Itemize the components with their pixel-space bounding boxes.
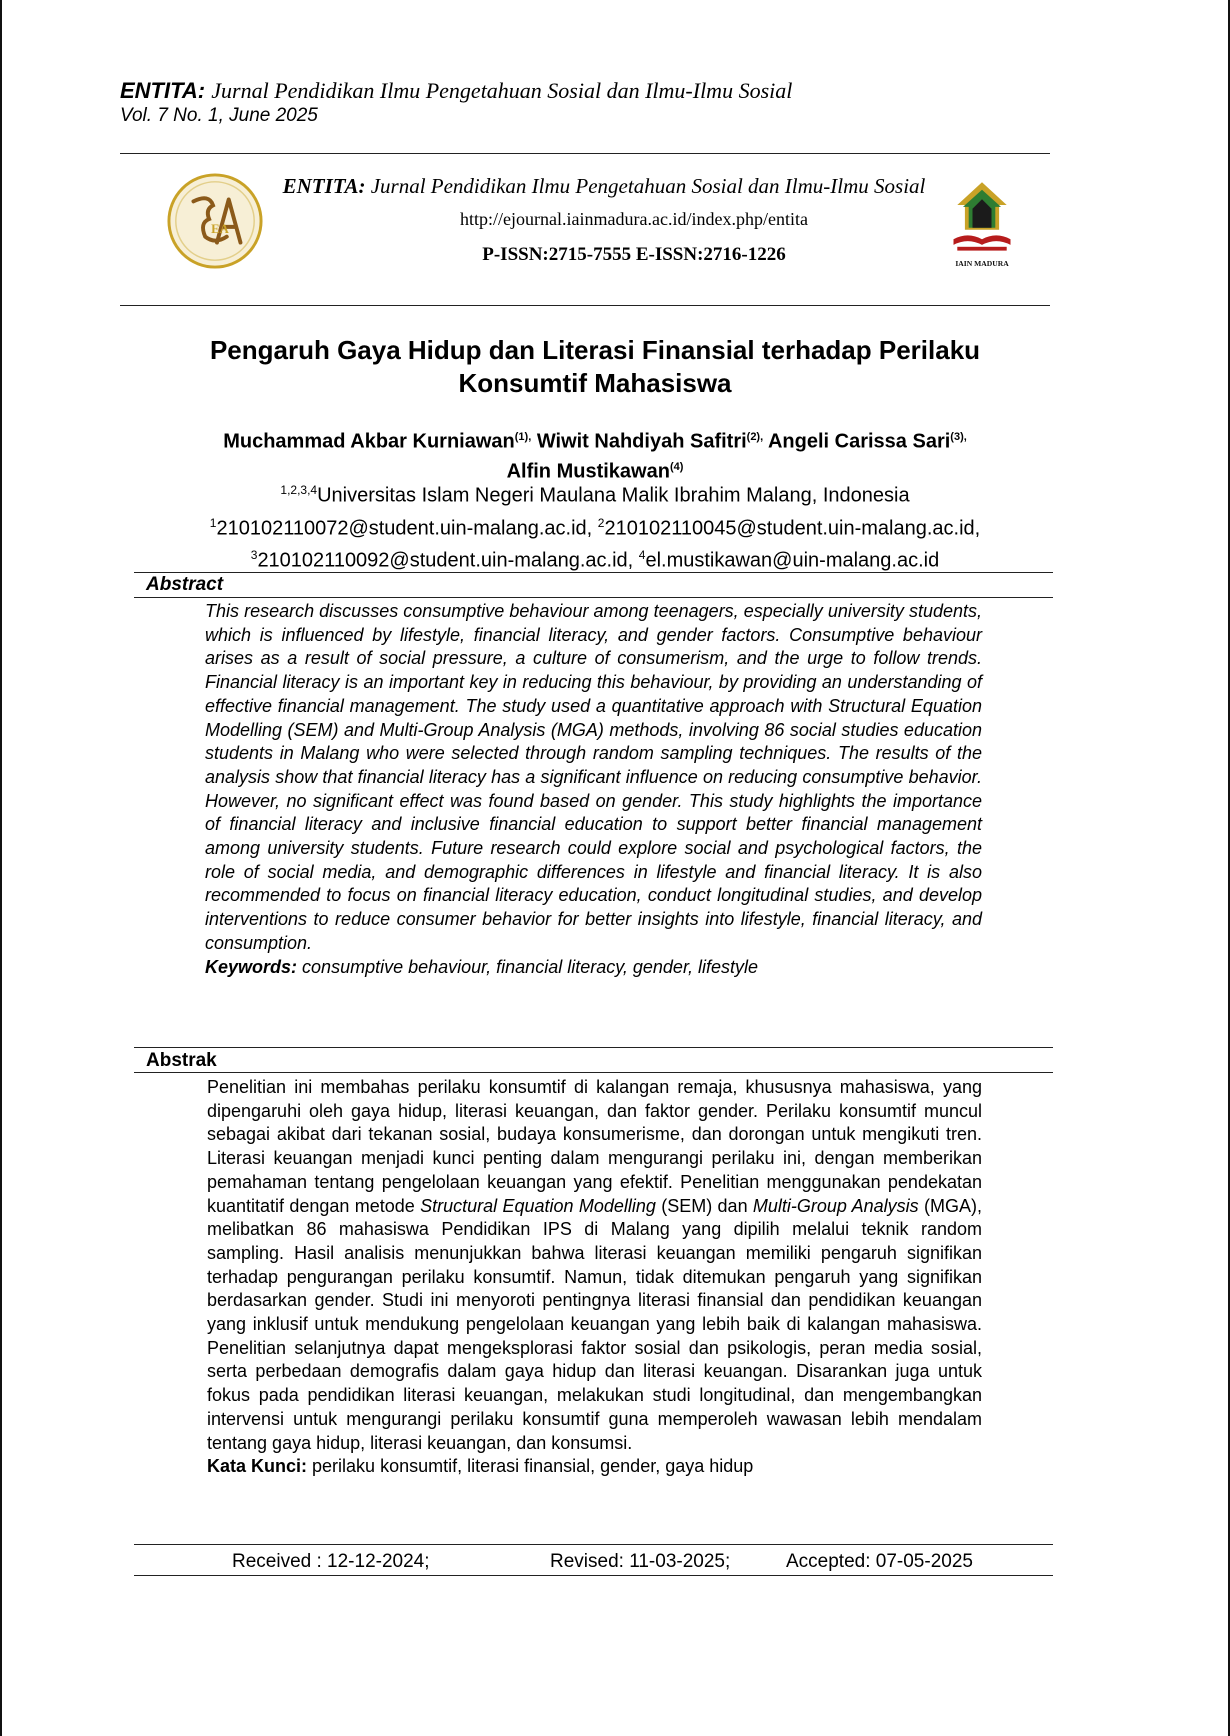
abstract-id-part2: (SEM) dan xyxy=(661,1195,748,1216)
email-3[interactable]: 210102110092@student.uin-malang.ac.id, xyxy=(257,549,634,572)
abstract-heading: Abstract xyxy=(146,574,224,595)
rule-dates-top xyxy=(134,1544,1053,1545)
date-accepted: Accepted: 07-05-2025 xyxy=(786,1551,973,1572)
masthead-url[interactable]: http://ejournal.iainmadura.ac.id/index.php/entita xyxy=(460,209,808,229)
date-revised: Revised: 11-03-2025; xyxy=(550,1551,731,1572)
entita-logo-icon xyxy=(166,172,264,270)
author-4: Alfin Mustikawan xyxy=(506,460,670,483)
masthead-title xyxy=(264,174,944,199)
author-2-mark: (2), xyxy=(746,431,764,443)
keywords-en xyxy=(205,956,982,980)
paper-title-line1: Pengaruh Gaya Hidup dan Literasi Finansial terhadap Perilaku xyxy=(209,335,981,365)
email-2-mark: 2 xyxy=(597,515,605,530)
masthead-title-name: Jurnal Pendidikan Ilmu Pengetahuan Sosial dan Ilmu-Ilmu Sosial xyxy=(370,174,926,198)
paper-title xyxy=(120,334,1070,400)
email-4-mark: 4 xyxy=(638,548,646,563)
abstract-id-term-mga: Multi-Group Analysis xyxy=(752,1195,919,1216)
masthead-issn: P-ISSN:2715-7555 E-ISSN:2716-1226 xyxy=(482,244,786,265)
keywords-en-label: Keywords: xyxy=(205,956,298,977)
keywords-id-values: perilaku konsumtif, literasi finansial, gender, gaya hidup xyxy=(312,1456,754,1477)
page-edge-left xyxy=(0,0,2,1736)
email-4[interactable]: el.mustikawan@uin-malang.ac.id xyxy=(645,549,940,572)
keywords-en-values: consumptive behaviour, financial literacy, gender, lifestyle xyxy=(302,956,758,977)
running-head-abbr: ENTITA: xyxy=(120,78,206,103)
masthead-text xyxy=(264,174,944,266)
abstract-en-body-block xyxy=(205,600,982,979)
email-1[interactable]: 210102110072@student.uin-malang.ac.id, xyxy=(216,517,593,540)
author-1: Muchammad Akbar Kurniawan xyxy=(223,430,515,453)
masthead-title-abbr: ENTITA: xyxy=(282,174,366,198)
rule-dates-bottom xyxy=(134,1575,1053,1576)
abstract-id-part1: Penelitian ini membahas perilaku konsumtif di kalangan remaja, khususnya mahasiswa, yang dipengaruhi oleh gaya hidup, literasi keuangan, dan faktor gender. Perilaku konsumtif muncul sebagai akibat dari tekanan sosial, budaya konsumerisme, dan dorongan untuk mengikuti tren. Literasi keuangan menjadi kunci penting dalam mengurangi perilaku ini, dengan memberikan pemahaman tentang pengelolaan keuangan yang efektif. Penelitian menggunakan pendekatan kuantitatif dengan metode xyxy=(207,1077,982,1216)
author-list xyxy=(120,425,1070,484)
running-head xyxy=(120,78,1020,127)
author-2: Wiwit Nahdiyah Safitri xyxy=(536,430,747,453)
rule-top xyxy=(120,153,1050,154)
email-1-mark: 1 xyxy=(209,515,217,530)
author-3-mark: (3), xyxy=(950,431,967,443)
author-4-mark: (4) xyxy=(669,460,684,473)
abstrak-heading: Abstrak xyxy=(146,1050,217,1071)
abstract-id-body xyxy=(207,1076,982,1455)
rule-abstrak-under xyxy=(134,1072,1053,1073)
author-line1 xyxy=(120,425,1070,455)
keywords-id-label: Kata Kunci: xyxy=(207,1456,308,1477)
affiliation-mark: 1,2,3,4 xyxy=(280,483,318,497)
affiliation-block xyxy=(120,477,1070,575)
rule-abstract-under xyxy=(134,597,1053,598)
running-head-volume: Vol. 7 No. 1, June 2025 xyxy=(120,105,318,126)
running-head-journal xyxy=(120,78,1020,104)
running-head-name: Jurnal Pendidikan Ilmu Pengetahuan Sosial dan Ilmu-Ilmu Sosial xyxy=(211,78,793,103)
affiliation-institution xyxy=(120,477,1070,510)
keywords-id xyxy=(207,1455,982,1479)
iain-madura-logo-icon xyxy=(944,174,1020,274)
affiliation-emails-line1 xyxy=(120,510,1070,543)
email-2[interactable]: 210102110045@student.uin-malang.ac.id, xyxy=(604,517,981,540)
entita-logo-lettering: EA xyxy=(211,221,229,236)
abstract-id-body-block xyxy=(207,1076,982,1479)
affiliation-emails-line2 xyxy=(120,542,1070,575)
abstract-en-body: This research discusses consumptive behaviour among teenagers, especially university students, which is influenced by lifestyle, financial literacy, and gender factors. Consumptive behaviour arises as a result of social pressure, a culture of consumerism, and the urge to follow trends. Financial literacy is an important key in reducing this behaviour, by providing an understanding of effective financial management. The study used a quantitative approach with Structural Equation Modelling (SEM) and Multi-Group Analysis (MGA) methods, involving 86 social studies education students in Malang who were selected through random sampling techniques. The results of the analysis show that financial literacy has a significant influence on reducing consumptive behavior. However, no significant effect was found based on gender. This study highlights the importance of financial literacy and inclusive financial education to support better financial management among university students. Future research could explore social and psychological factors, the role of social media, and demographic differences in lifestyle and financial literacy. It is also recommended to focus on financial literacy education, conduct longitudinal studies, and develop interventions to reduce consumer behavior for better insights into lifestyle, financial literacy, and consumption. xyxy=(205,601,982,953)
rule-abstrak-top xyxy=(134,1047,1053,1048)
masthead xyxy=(134,160,1054,290)
paper-title-line2: Konsumtif Mahasiswa xyxy=(458,368,732,398)
author-1-mark: (1), xyxy=(514,431,532,443)
iain-madura-logo-label: IAIN MADURA xyxy=(955,258,1009,268)
affiliation-name: Universitas Islam Negeri Maulana Malik Ibrahim Malang, Indonesia xyxy=(317,484,910,507)
abstract-id-term-sem: Structural Equation Modelling xyxy=(420,1195,656,1216)
rule-abstract-top xyxy=(134,572,1053,573)
date-received: Received : 12-12-2024; xyxy=(232,1551,430,1572)
abstract-id-part3: (MGA), melibatkan 86 mahasiswa Pendidikan IPS di Malang yang dipilih melalui teknik random sampling. Hasil analisis menunjukkan bahwa literasi keuangan memiliki pengaruh signifikan terhadap pengurangan perilaku konsumtif. Namun, tidak ditemukan pengaruh yang signifikan berdasarkan gender. Studi ini menyoroti pentingnya literasi finansial dan pendidikan keuangan yang inklusif untuk mendukung pengelolaan keuangan yang lebih baik di kalangan mahasiswa. Penelitian selanjutnya dapat mengeksplorasi faktor sosial dan psikologis, peran media sosial, serta perbedaan demografis dalam gaya hidup dan literasi keuangan. Disarankan juga untuk fokus pada pendidikan literasi keuangan, melakukan studi longitudinal, dan mengembangkan intervensi untuk mengurangi perilaku konsumtif guna memperoleh wawasan lebih mendalam tentang gaya hidup, literasi keuangan, dan konsumsi. xyxy=(207,1195,982,1453)
rule-masthead xyxy=(120,305,1050,306)
email-3-mark: 3 xyxy=(250,548,258,563)
author-3: Angeli Carissa Sari xyxy=(767,430,951,453)
